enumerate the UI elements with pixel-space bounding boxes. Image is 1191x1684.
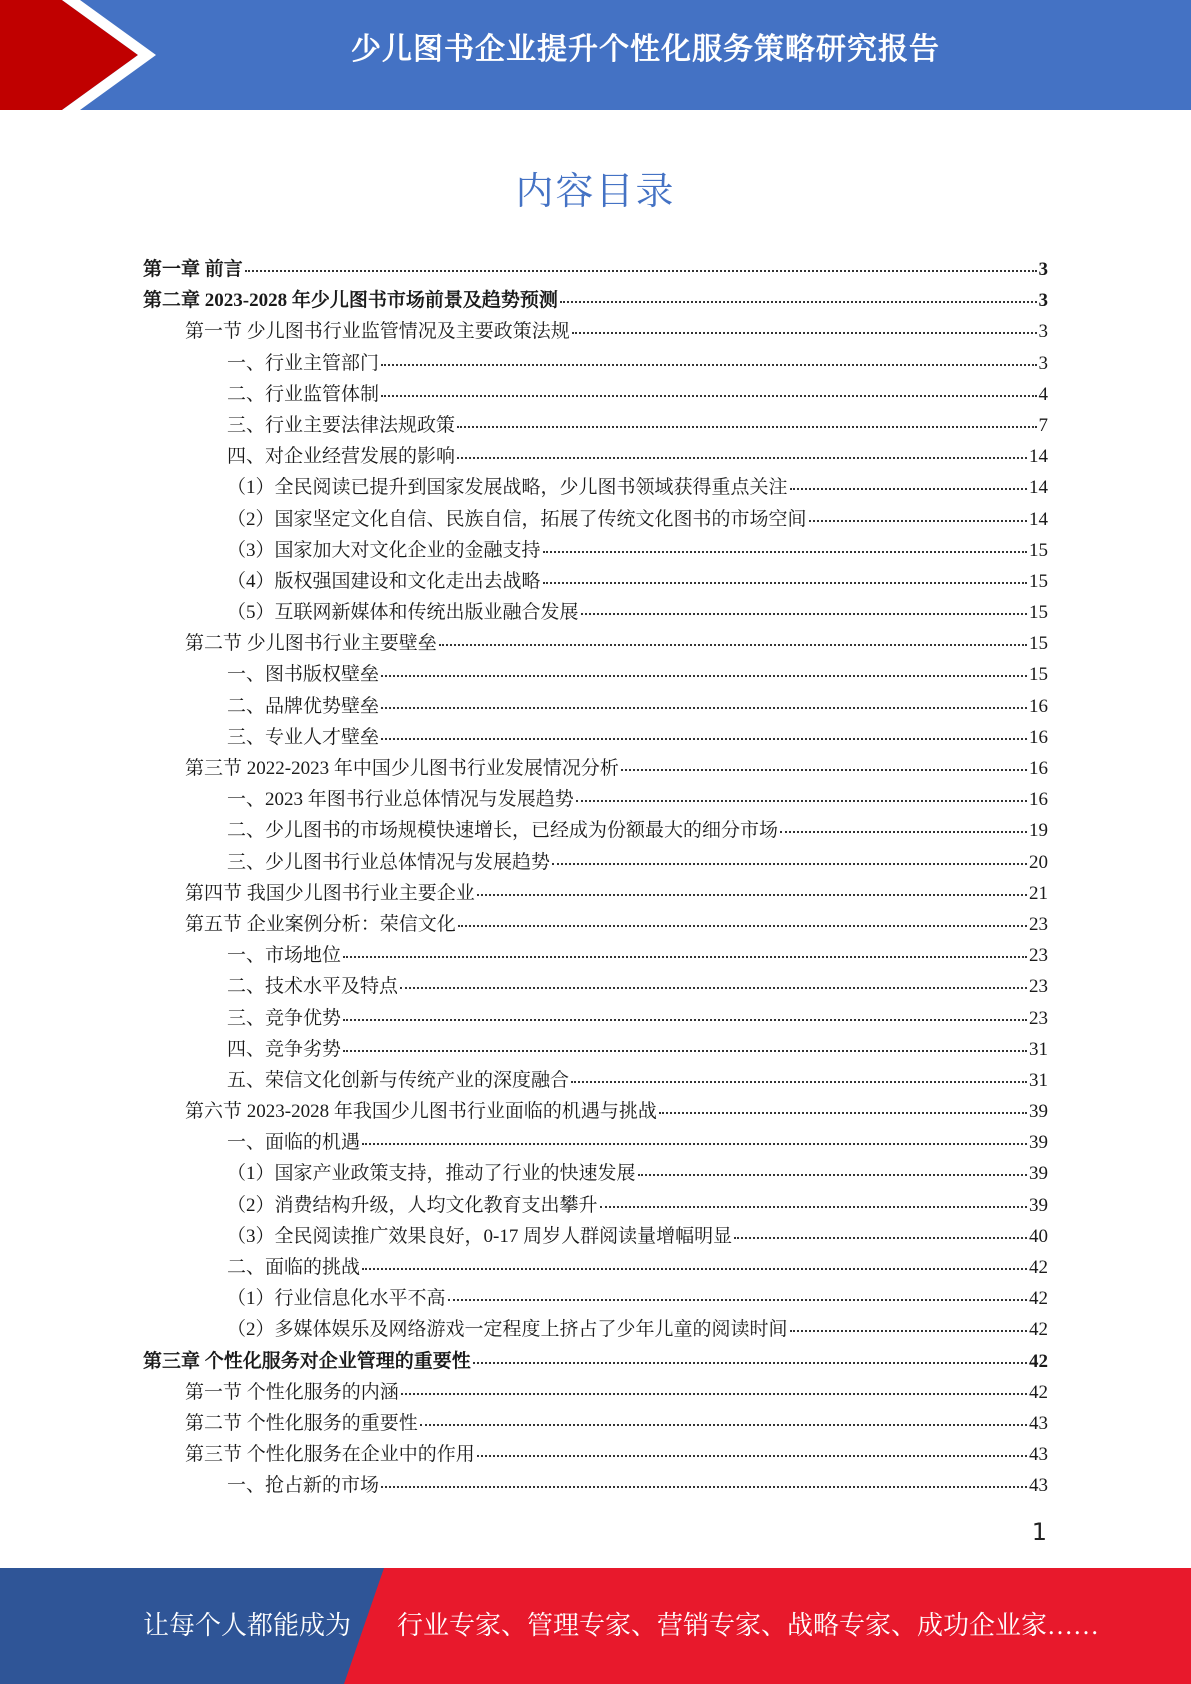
toc-entry-page: 21 xyxy=(1029,882,1048,904)
toc-entry[interactable] xyxy=(143,753,1048,784)
toc-dot-leader xyxy=(381,395,1036,397)
toc-entry-page: 16 xyxy=(1029,726,1048,748)
toc-dot-leader xyxy=(457,426,1036,428)
toc-dot-leader xyxy=(381,364,1036,366)
toc-entry[interactable] xyxy=(143,784,1048,815)
toc-entry-label: （1）国家产业政策支持，推动了行业的快速发展 xyxy=(227,1163,636,1185)
toc-dot-leader xyxy=(571,1081,1027,1083)
toc-dot-leader xyxy=(477,894,1027,896)
toc-entry[interactable] xyxy=(143,348,1048,379)
toc-entry-label: （2）多媒体娱乐及网络游戏一定程度上挤占了少年儿童的阅读时间 xyxy=(227,1319,788,1341)
toc-entry-label: 一、市场地位 xyxy=(227,945,342,967)
toc-entry[interactable] xyxy=(143,1158,1048,1189)
toc-entry-page: 20 xyxy=(1029,851,1048,873)
toc-entry-label: 第二章 2023-2028 年少儿图书市场前景及趋势预测 xyxy=(143,290,558,312)
toc-dot-leader xyxy=(552,863,1027,865)
toc-dot-leader xyxy=(343,1019,1027,1021)
toc-entry[interactable] xyxy=(143,597,1048,628)
header-red-chevron xyxy=(0,0,138,110)
toc-dot-leader xyxy=(600,1206,1027,1208)
toc-dot-leader xyxy=(560,301,1037,303)
toc-dot-leader xyxy=(638,1174,1027,1176)
toc-entry-page: 42 xyxy=(1029,1381,1048,1403)
toc-entry[interactable] xyxy=(143,940,1048,971)
toc-entry-page: 23 xyxy=(1029,913,1048,935)
toc-entry-label: 四、对企业经营发展的影响 xyxy=(227,446,456,468)
toc-entry-label: （3）国家加大对文化企业的金融支持 xyxy=(227,539,541,561)
toc-entry-page: 42 xyxy=(1029,1319,1048,1341)
toc-dot-leader xyxy=(780,831,1027,833)
toc-entry-page: 15 xyxy=(1029,570,1048,592)
toc-entry[interactable] xyxy=(143,441,1048,472)
report-title: 少儿图书企业提升个性化服务策略研究报告 xyxy=(351,32,940,67)
toc-entry[interactable] xyxy=(143,1096,1048,1127)
toc-entry-page: 31 xyxy=(1029,1069,1048,1091)
toc-entry[interactable] xyxy=(143,815,1048,846)
toc-entry[interactable] xyxy=(143,1003,1048,1034)
toc-entry-label: 第二节 少儿图书行业主要壁垒 xyxy=(185,633,437,655)
toc-dot-leader xyxy=(572,332,1037,334)
toc-entry-label: 二、技术水平及特点 xyxy=(227,976,399,998)
toc-entry-page: 42 xyxy=(1029,1350,1048,1372)
toc-entry-page: 23 xyxy=(1029,945,1048,967)
toc-entry-label: 第一节 少儿图书行业监管情况及主要政策法规 xyxy=(185,321,570,343)
toc-dot-leader xyxy=(576,800,1027,802)
toc-entry[interactable] xyxy=(143,254,1048,285)
toc-heading: 内容目录 xyxy=(515,169,676,213)
toc-entry-page: 3 xyxy=(1038,321,1048,343)
toc-entry-page: 15 xyxy=(1029,602,1048,624)
toc-entry-label: 第三节 2022-2023 年中国少儿图书行业发展情况分析 xyxy=(185,758,619,779)
toc-dot-leader xyxy=(790,1330,1027,1332)
toc-dot-leader xyxy=(401,1393,1027,1395)
toc-entry-page: 43 xyxy=(1029,1444,1048,1466)
report-header-banner xyxy=(0,0,1191,110)
toc-entry-label: 一、面临的机遇 xyxy=(227,1132,361,1154)
toc-entry-label: 一、2023 年图书行业总体情况与发展趋势 xyxy=(227,789,574,811)
toc-dot-leader xyxy=(543,582,1027,584)
toc-entry[interactable] xyxy=(143,1470,1048,1501)
toc-entry-label: 四、竞争劣势 xyxy=(227,1038,342,1060)
toc-entry[interactable] xyxy=(143,504,1048,535)
toc-dot-leader xyxy=(809,520,1027,522)
toc-entry-label: 三、少儿图书行业总体情况与发展趋势 xyxy=(227,851,551,873)
toc-dot-leader xyxy=(439,644,1027,646)
toc-dot-leader xyxy=(362,1268,1027,1270)
toc-entry-page: 16 xyxy=(1029,695,1048,717)
footer-slogan-right: 行业专家、管理专家、营销专家、战略专家、成功企业家…… xyxy=(397,1611,1100,1640)
toc-entry[interactable] xyxy=(143,1408,1048,1439)
toc-dot-leader xyxy=(473,1362,1027,1364)
toc-entry-label: 三、竞争优势 xyxy=(227,1007,342,1029)
toc-dot-leader xyxy=(458,925,1027,927)
toc-entry[interactable] xyxy=(143,566,1048,597)
toc-entry-page: 39 xyxy=(1029,1101,1048,1123)
toc-entry[interactable] xyxy=(143,535,1048,566)
toc-dot-leader xyxy=(400,987,1027,989)
toc-entry-page: 14 xyxy=(1029,477,1048,499)
toc-entry-label: （4）版权强国建设和文化走出去战略 xyxy=(227,570,541,592)
toc-entry-page: 16 xyxy=(1029,758,1048,779)
toc-entry[interactable] xyxy=(143,1065,1048,1096)
toc-entry-label: 第一章 前言 xyxy=(143,259,243,280)
toc-entry-label: 一、抢占新的市场 xyxy=(227,1475,380,1497)
toc-dot-leader xyxy=(245,270,1037,272)
toc-entry[interactable] xyxy=(143,971,1048,1002)
toc-entry[interactable] xyxy=(143,691,1048,722)
toc-entry-label: 二、行业监管体制 xyxy=(227,383,380,405)
toc-entry-page: 19 xyxy=(1029,820,1048,842)
toc-entry[interactable] xyxy=(143,659,1048,690)
toc-dot-leader xyxy=(477,1455,1027,1457)
toc-entry-label: 二、面临的挑战 xyxy=(227,1257,361,1278)
toc-entry-page: 42 xyxy=(1029,1288,1048,1310)
toc-entry-page: 7 xyxy=(1038,414,1048,436)
toc-entry-page: 3 xyxy=(1038,352,1048,374)
toc-entry-page: 39 xyxy=(1029,1132,1048,1154)
toc-entry-label: 五、荣信文化创新与传统产业的深度融合 xyxy=(227,1069,570,1091)
toc-entry[interactable] xyxy=(143,379,1048,410)
page-number: 1 xyxy=(1031,1518,1047,1546)
toc-entry[interactable] xyxy=(143,1252,1048,1283)
toc-dot-leader xyxy=(381,675,1027,677)
toc-entry-page: 40 xyxy=(1029,1225,1048,1247)
toc-dot-leader xyxy=(362,1143,1027,1145)
toc-entry[interactable] xyxy=(143,628,1048,659)
toc-dot-leader xyxy=(543,551,1027,553)
toc-entry[interactable] xyxy=(143,1127,1048,1158)
toc-entry-page: 43 xyxy=(1029,1412,1048,1434)
toc-entry-label: （1）全民阅读已提升到国家发展战略，少儿图书领域获得重点关注 xyxy=(227,477,788,499)
toc-entry-label: （2）消费结构升级，人均文化教育支出攀升 xyxy=(227,1194,598,1216)
toc-dot-leader xyxy=(381,738,1027,740)
toc-entry[interactable] xyxy=(143,1190,1048,1221)
toc-entry-label: 第六节 2023-2028 年我国少儿图书行业面临的机遇与挑战 xyxy=(185,1101,657,1123)
toc-dot-leader xyxy=(381,1486,1027,1488)
toc-entry-page: 3 xyxy=(1038,290,1048,312)
toc-entry[interactable] xyxy=(143,1221,1048,1252)
toc-entry[interactable] xyxy=(143,1346,1048,1377)
toc-dot-leader xyxy=(734,1237,1027,1239)
toc-entry-label: 三、专业人才壁垒 xyxy=(227,726,380,748)
toc-entry-label: 二、品牌优势壁垒 xyxy=(227,695,380,717)
toc-entry[interactable] xyxy=(143,847,1048,878)
toc-entry-label: （5）互联网新媒体和传统出版业融合发展 xyxy=(227,602,579,624)
toc-entry-page: 23 xyxy=(1029,1007,1048,1029)
toc-entry-page: 31 xyxy=(1029,1038,1048,1060)
toc-entry-label: （3）全民阅读推广效果良好，0-17 周岁人群阅读量增幅明显 xyxy=(227,1225,733,1247)
toc-dot-leader xyxy=(659,1112,1027,1114)
header-chevron-decoration xyxy=(0,0,160,110)
toc-entry[interactable] xyxy=(143,1314,1048,1345)
toc-dot-leader xyxy=(621,769,1027,771)
toc-entry-page: 23 xyxy=(1029,976,1048,998)
toc-entry[interactable] xyxy=(143,1034,1048,1065)
toc-dot-leader xyxy=(457,457,1027,459)
toc-entry[interactable] xyxy=(143,285,1048,316)
toc-entry[interactable] xyxy=(143,316,1048,347)
toc-entry-label: 第三章 个性化服务对企业管理的重要性 xyxy=(143,1350,471,1372)
toc-entry-label: 一、行业主管部门 xyxy=(227,352,380,374)
toc-entry[interactable] xyxy=(143,1377,1048,1408)
toc-entry[interactable] xyxy=(143,878,1048,909)
toc-dot-leader xyxy=(381,707,1027,709)
toc-entry-page: 42 xyxy=(1029,1257,1048,1278)
toc-dot-leader xyxy=(343,956,1027,958)
toc-entry-page: 15 xyxy=(1029,664,1048,686)
toc-entry-page: 14 xyxy=(1029,446,1048,468)
toc-entry-label: 第二节 个性化服务的重要性 xyxy=(185,1412,418,1434)
toc-entry-label: 第三节 个性化服务在企业中的作用 xyxy=(185,1444,475,1466)
toc-dot-leader xyxy=(790,488,1027,490)
toc-entry[interactable] xyxy=(143,1283,1048,1314)
toc-entry[interactable] xyxy=(143,909,1048,940)
toc-entry-page: 3 xyxy=(1038,259,1048,280)
toc-entry[interactable] xyxy=(143,410,1048,441)
toc-dot-leader xyxy=(420,1424,1027,1426)
toc-dot-leader xyxy=(581,613,1027,615)
toc-entry-label: 第五节 企业案例分析：荣信文化 xyxy=(185,913,456,935)
toc-entry[interactable] xyxy=(143,722,1048,753)
footer-banner xyxy=(0,1568,1191,1684)
toc-entry-label: （1）行业信息化水平不高 xyxy=(227,1288,446,1310)
toc-entry-label: 第一节 个性化服务的内涵 xyxy=(185,1381,399,1403)
toc-entry[interactable] xyxy=(143,472,1048,503)
toc-entry-page: 15 xyxy=(1029,633,1048,655)
toc-entry-page: 43 xyxy=(1029,1475,1048,1497)
toc-entry-page: 16 xyxy=(1029,789,1048,811)
toc-entry-page: 14 xyxy=(1029,508,1048,530)
toc-entry-label: 一、图书版权壁垒 xyxy=(227,664,380,686)
toc-entry-label: 三、行业主要法律法规政策 xyxy=(227,414,456,436)
toc-entry-page: 39 xyxy=(1029,1194,1048,1216)
toc-entry-label: 二、少儿图书的市场规模快速增长，已经成为份额最大的细分市场 xyxy=(227,820,779,842)
toc-entry-page: 15 xyxy=(1029,539,1048,561)
toc-entry-label: （2）国家坚定文化自信、民族自信，拓展了传统文化图书的市场空间 xyxy=(227,508,807,530)
footer-slogan-left: 让每个人都能成为 xyxy=(143,1611,352,1640)
toc-dot-leader xyxy=(343,1050,1027,1052)
toc-dot-leader xyxy=(448,1299,1027,1301)
toc-entry-page: 4 xyxy=(1038,383,1048,405)
toc-entry-page: 39 xyxy=(1029,1163,1048,1185)
toc-entry[interactable] xyxy=(143,1439,1048,1470)
table-of-contents xyxy=(143,254,1048,1502)
toc-entry-label: 第四节 我国少儿图书行业主要企业 xyxy=(185,882,475,904)
